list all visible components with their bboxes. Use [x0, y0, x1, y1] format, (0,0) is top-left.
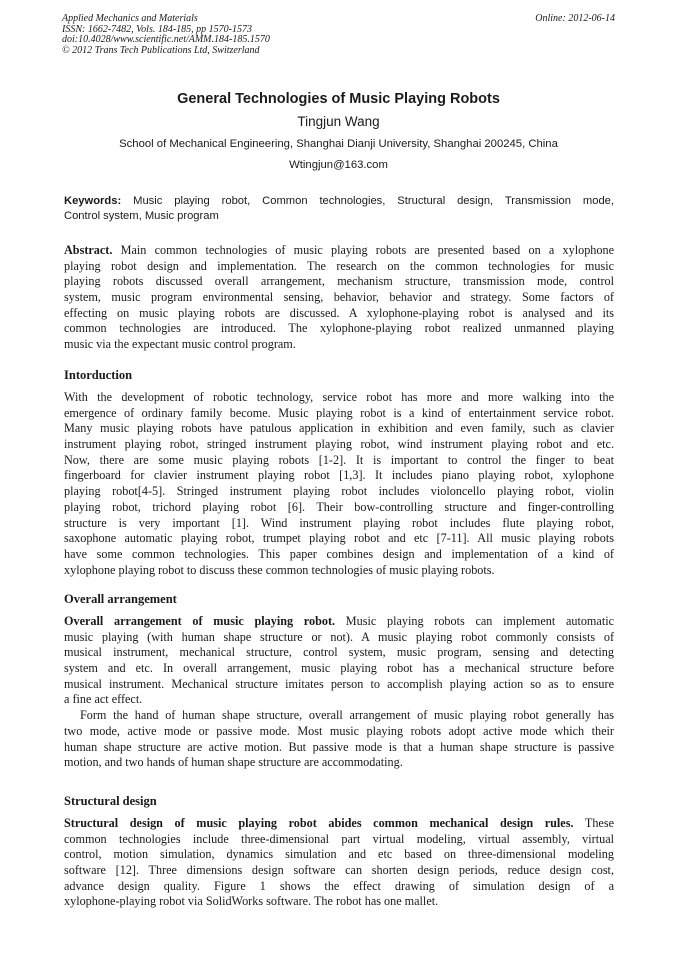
overall-line: system and etc. In overall arrangement, music playing robot has a mechanical structure before [64, 661, 614, 676]
structural-line: software [12]. Three dimensions design software can shorten design periods, reduce design cost, [64, 863, 614, 878]
abstract-line: effecting on music playing robots are discussed. A xylophone-playing robot is analysed and its [64, 305, 614, 320]
journal-name: Applied Mechanics and Materials [62, 13, 198, 24]
introduction-line: have some common technologies. This paper combines design and implementation of a kind of [64, 546, 614, 561]
journal-copyright: © 2012 Trans Tech Publications Ltd, Switzerland [62, 44, 260, 56]
abstract-line: playing robot design and implementation. The research on the common technologies for music [64, 258, 614, 273]
introduction-line: emergence of ordinary family become. Music playing robot is a kind of entertainment service robot. [64, 405, 614, 420]
keywords-line [64, 194, 614, 209]
keywords-block [64, 194, 614, 224]
journal-issn: ISSN: 1662-7482, Vols. 184-185, pp 1570-1573 [62, 23, 252, 35]
overall-line: motion, and two hands of human shape structure are accommodating. [64, 755, 403, 770]
paper-title: General Technologies of Music Playing Robots [177, 91, 500, 107]
overall-lead: Overall arrangement of music playing robot. [64, 614, 336, 628]
overall-line: musical instrument. Mechanical structure imitates person to accomplish playing action so as to ensure [64, 676, 614, 691]
structural-line: control, motion simulation, dynamics simulation and etc based on three-dimensional modeling [64, 847, 614, 862]
abstract-line: system, music program environmental sensing, behavior, behavior and strategy. Some factors of [64, 290, 614, 305]
structural-text: These [584, 816, 614, 830]
introduction-line: xylophone playing robot to discuss these common technologies of music playing robots. [64, 562, 495, 577]
journal-header [62, 14, 482, 56]
paper-author: Tingjun Wang [297, 114, 380, 129]
overall-line: Form the hand of human shape structure, overall arrangement of music playing robot generally has [80, 708, 614, 723]
section-heading-overall-arrangement: Overall arrangement [64, 592, 177, 606]
abstract-line: common technologies are introduced. The xylophone-playing robot realized unmanned playing [64, 321, 614, 336]
section-heading-structural-design: Structural design [64, 794, 157, 808]
structural-lead: Structural design of music playing robot abides common mechanical design rules. [64, 816, 574, 830]
keywords-line: Control system, Music program [64, 210, 219, 222]
overall-line [64, 614, 614, 630]
introduction-line: Now, there are some music playing robots [1-2]. It is important to control the finger to beat [64, 452, 614, 467]
structural-line: advance design quality. Figure 1 shows the effect drawing of simulation design of a [64, 878, 614, 893]
keywords-text: Music playing robot, Common technologies, Structural design, Transmission mode, [133, 195, 614, 207]
online-date: Online: 2012-06-14 [535, 13, 615, 24]
structural-line [64, 816, 614, 832]
structural-line: common technologies include three-dimensional part virtual modeling, virtual assembly, virtual [64, 831, 614, 846]
keywords-label: Keywords: [64, 195, 122, 207]
overall-line: two mode, active mode or passive mode. Most music playing robots adopt active mode which their [64, 723, 614, 738]
introduction-line: With the development of robotic technology, service robot has more and more walking into the [64, 390, 614, 404]
introduction-line: playing robot, trichord playing robot [6]. Their bow-controlling structure and finger-controlling [64, 499, 614, 514]
introduction-block [64, 390, 614, 578]
introduction-line: playing robot[4-5]. Stringed instrument playing robot includes violoncello playing robot, violin [64, 484, 614, 499]
abstract-line [64, 243, 614, 259]
overall-line: a fine act effect. [64, 692, 143, 707]
overall-arrangement-block [64, 614, 614, 771]
paper-affiliation: School of Mechanical Engineering, Shanghai Dianji University, Shanghai 200245, China [119, 138, 558, 150]
abstract-text: Main common technologies of music playing robots are presented based on a xylophone [120, 243, 615, 257]
introduction-line: saxophone automatic playing robot, trumpet playing robot and etc [7-11]. All music playing robots [64, 531, 614, 546]
introduction-line: structure is very important [1]. Wind instrument playing robot includes flute playing robot, [64, 515, 614, 530]
introduction-line: Many music playing robots have patulous application in exhibition and even family, such as clavier [64, 421, 614, 436]
overall-text: Music playing robots can implement automatic [345, 614, 615, 628]
abstract-line: playing robots discussed overall arrangement, mechanism structure, transmission mode, control [64, 274, 614, 289]
overall-line: musical instrument, mechanical structure, control system, music program, sensing and detecting [64, 645, 614, 660]
abstract-block [64, 243, 614, 353]
structural-line: xylophone-playing robot via SolidWorks software. The robot has one mallet. [64, 894, 439, 909]
structural-design-block [64, 816, 614, 910]
abstract-line: music via the expectant music control program. [64, 337, 296, 352]
journal-doi: doi:10.4028/www.scientific.net/AMM.184-185.1570 [62, 34, 270, 45]
section-heading-introduction: Intorduction [64, 368, 133, 382]
overall-line: human shape structure are active motion. But passive mode is that a human shape structure is passive [64, 739, 614, 754]
paper-email: Wtingjun@163.com [289, 159, 388, 171]
introduction-line: fingerboard for clavier instrument playing robot [1,3]. It includes piano playing robot, xylophone [64, 468, 614, 483]
abstract-label: Abstract. [64, 243, 113, 257]
overall-line: music playing (with human shape structure or not). A music playing robot commonly consists of [64, 629, 614, 644]
introduction-line: instrument playing robot, stringed instrument playing robot, wind instrument playing robot and etc. [64, 437, 614, 452]
